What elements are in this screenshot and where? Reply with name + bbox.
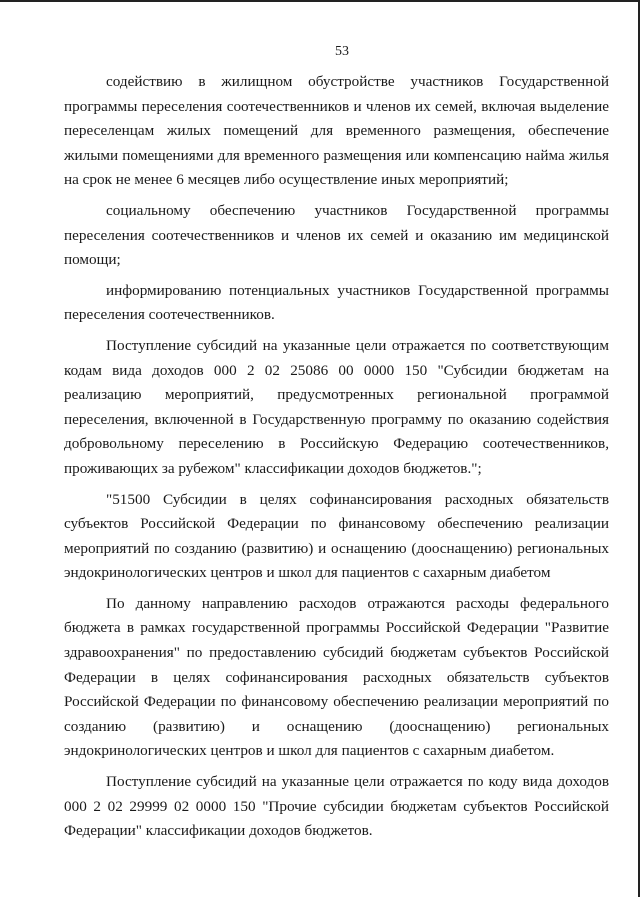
paragraph-subsidy-income-codes: Поступление субсидий на указанные цели отражается по соответствующим кодам вида доходов 000 2 02 25086 00 0000 150 "Субсидии бюджетам на реализацию мероприятий, предусмотренных региональной программой переселения, включенной в Государственную программу по оказанию содействия добровольному переселению в Российскую Федерацию соотечественников, проживающих за рубежом" классификации доходов бюджетов."; [64, 336, 609, 477]
paragraph-subsidy-income-code-29999: Поступление субсидий на указанные цели отражается по коду вида доходов 000 2 02 29999 02 0000 150 "Прочие субсидии бюджетам субъектов Российской Федерации" классификации доходов бюджетов. [64, 773, 609, 840]
paragraph-housing: содействию в жилищном обустройстве участников Государственной программы переселения соотечественников и членов их семей, включая выделение переселенцам жилых помещений для временного размещения, обеспечение жилыми помещениями для временного размещения или компенсацию найма жилья на срок не менее 6 месяцев либо осуществление иных мероприятий; [64, 73, 609, 189]
paragraph-social-security: социальному обеспечению участников Государственной программы переселения соотечественников и членов их семей и оказанию им медицинской помощи; [64, 201, 609, 269]
paragraph-informing: информированию потенциальных участников Государственной программы переселения соотечественников. [64, 281, 609, 324]
page-number: 53 [335, 44, 349, 59]
page-edge-top [0, 0, 640, 2]
paragraph-51500-heading: "51500 Субсидии в целях софинансирования расходных обязательств субъектов Российской Федерации по финансовому обеспечению реализации мероприятий по созданию (развитию) и оснащению (дооснащению) региональных эндокринологических центров и школ для пациентов с сахарным диабетом [64, 490, 609, 582]
document-body [64, 70, 609, 844]
paragraph-expense-direction: По данному направлению расходов отражаются расходы федерального бюджета в рамках государственной программы Российской Федерации "Развитие здравоохранения" по предоставлению субсидий бюджетам субъектов Российской Федерации в целях софинансирования расходных обязательств субъектов Российской Федерации по финансовому обеспечению реализации мероприятий по созданию (развитию) и оснащению (дооснащению) региональных эндокринологических центров и школ для пациентов с сахарным диабетом. [64, 594, 609, 760]
